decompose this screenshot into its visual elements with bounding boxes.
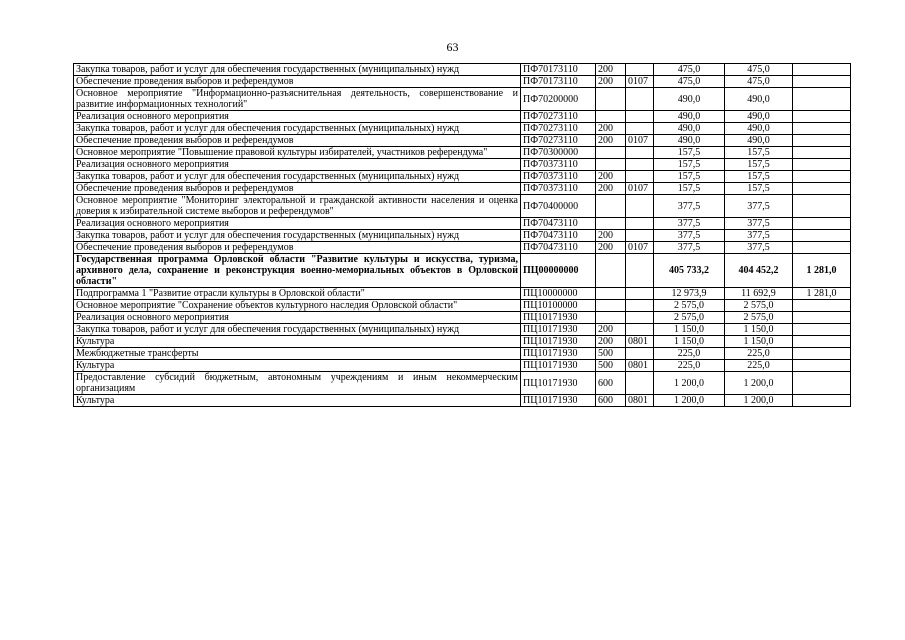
row-amount-cell: 490,0: [725, 111, 793, 123]
row-section-cell: [626, 324, 654, 336]
row-name-cell: Культура: [74, 360, 521, 372]
row-total-cell: 157,5: [654, 171, 725, 183]
row-extra-amount-cell: [793, 372, 851, 395]
budget-table-body: [74, 64, 851, 407]
row-name-cell: Обеспечение проведения выборов и референдумов: [74, 183, 521, 195]
row-amount-cell: 490,0: [725, 88, 793, 111]
row-code-cell: ПФ70273110: [521, 123, 596, 135]
row-section-cell: 0801: [626, 336, 654, 348]
row-name-cell: Обеспечение проведения выборов и референдумов: [74, 76, 521, 88]
row-expense-type-cell: [596, 88, 626, 111]
row-extra-amount-cell: [793, 336, 851, 348]
row-code-cell: ПФ70200000: [521, 88, 596, 111]
row-name-cell: Обеспечение проведения выборов и референдумов: [74, 242, 521, 254]
row-section-cell: [626, 123, 654, 135]
row-amount-cell: 377,5: [725, 218, 793, 230]
row-total-cell: 1 200,0: [654, 372, 725, 395]
row-code-cell: ПФ70173110: [521, 76, 596, 88]
table-row: [74, 312, 851, 324]
row-code-cell: ПЦ10171930: [521, 324, 596, 336]
row-amount-cell: 377,5: [725, 195, 793, 218]
table-row: [74, 336, 851, 348]
row-expense-type-cell: 200: [596, 242, 626, 254]
row-expense-type-cell: [596, 300, 626, 312]
row-extra-amount-cell: [793, 242, 851, 254]
row-code-cell: ПФ70473110: [521, 230, 596, 242]
row-extra-amount-cell: [793, 218, 851, 230]
row-code-cell: ПФ70373110: [521, 183, 596, 195]
row-name-cell: Закупка товаров, работ и услуг для обеспечения государственных (муниципальных) нужд: [74, 64, 521, 76]
table-row: [74, 183, 851, 195]
row-amount-cell: 11 692,9: [725, 288, 793, 300]
row-extra-amount-cell: [793, 88, 851, 111]
row-extra-amount-cell: [793, 395, 851, 407]
row-section-cell: [626, 171, 654, 183]
row-name-cell: Предоставление субсидий бюджетным, автономным учреждениям и иным некоммерческим организациям: [74, 372, 521, 395]
row-total-cell: 377,5: [654, 230, 725, 242]
row-amount-cell: 490,0: [725, 135, 793, 147]
table-row: [74, 360, 851, 372]
row-total-cell: 490,0: [654, 88, 725, 111]
row-name-cell: Реализация основного мероприятия: [74, 312, 521, 324]
table-row: [74, 254, 851, 288]
row-code-cell: ПЦ10100000: [521, 300, 596, 312]
row-extra-amount-cell: [793, 230, 851, 242]
row-section-cell: [626, 254, 654, 288]
row-name-cell: Подпрограмма 1 "Развитие отрасли культуры в Орловской области": [74, 288, 521, 300]
row-section-cell: [626, 312, 654, 324]
table-row: [74, 218, 851, 230]
row-expense-type-cell: [596, 111, 626, 123]
budget-table: [73, 63, 851, 407]
row-extra-amount-cell: [793, 171, 851, 183]
table-row: [74, 348, 851, 360]
row-name-cell: Закупка товаров, работ и услуг для обеспечения государственных (муниципальных) нужд: [74, 123, 521, 135]
row-expense-type-cell: [596, 195, 626, 218]
row-amount-cell: 1 150,0: [725, 324, 793, 336]
row-amount-cell: 475,0: [725, 76, 793, 88]
row-expense-type-cell: 200: [596, 123, 626, 135]
row-total-cell: 490,0: [654, 111, 725, 123]
row-section-cell: [626, 300, 654, 312]
row-extra-amount-cell: 1 281,0: [793, 288, 851, 300]
table-row: [74, 64, 851, 76]
row-extra-amount-cell: [793, 312, 851, 324]
row-total-cell: 1 150,0: [654, 324, 725, 336]
row-section-cell: [626, 195, 654, 218]
row-extra-amount-cell: [793, 159, 851, 171]
row-name-cell: Реализация основного мероприятия: [74, 159, 521, 171]
row-name-cell: Основное мероприятие "Повышение правовой культуры избирателей, участников референдума": [74, 147, 521, 159]
row-name-cell: Закупка товаров, работ и услуг для обеспечения государственных (муниципальных) нужд: [74, 171, 521, 183]
row-amount-cell: 157,5: [725, 147, 793, 159]
row-amount-cell: 404 452,2: [725, 254, 793, 288]
row-code-cell: ПЦ10171930: [521, 395, 596, 407]
row-amount-cell: 377,5: [725, 230, 793, 242]
row-code-cell: ПЦ10171930: [521, 312, 596, 324]
row-section-cell: [626, 288, 654, 300]
row-amount-cell: 225,0: [725, 348, 793, 360]
row-expense-type-cell: 500: [596, 348, 626, 360]
row-name-cell: Основное мероприятие "Информационно-разъяснительная деятельность, совершенствование и развитие информационных технологий": [74, 88, 521, 111]
row-section-cell: [626, 218, 654, 230]
row-section-cell: 0107: [626, 242, 654, 254]
row-total-cell: 157,5: [654, 183, 725, 195]
row-expense-type-cell: 200: [596, 336, 626, 348]
row-expense-type-cell: [596, 218, 626, 230]
row-code-cell: ПЦ10171930: [521, 336, 596, 348]
row-section-cell: [626, 147, 654, 159]
row-total-cell: 377,5: [654, 218, 725, 230]
row-extra-amount-cell: [793, 76, 851, 88]
row-code-cell: ПЦ10171930: [521, 348, 596, 360]
row-extra-amount-cell: [793, 195, 851, 218]
table-row: [74, 171, 851, 183]
table-row: [74, 88, 851, 111]
row-total-cell: 490,0: [654, 123, 725, 135]
row-total-cell: 377,5: [654, 195, 725, 218]
table-row: [74, 324, 851, 336]
row-code-cell: ПЦ10171930: [521, 372, 596, 395]
row-code-cell: ПФ70300000: [521, 147, 596, 159]
table-row: [74, 111, 851, 123]
row-expense-type-cell: 200: [596, 324, 626, 336]
table-row: [74, 288, 851, 300]
row-code-cell: ПЦ00000000: [521, 254, 596, 288]
row-amount-cell: 157,5: [725, 171, 793, 183]
row-total-cell: 1 200,0: [654, 395, 725, 407]
row-expense-type-cell: [596, 147, 626, 159]
row-amount-cell: 377,5: [725, 242, 793, 254]
row-section-cell: 0107: [626, 183, 654, 195]
row-section-cell: [626, 348, 654, 360]
row-total-cell: 225,0: [654, 348, 725, 360]
row-extra-amount-cell: [793, 111, 851, 123]
row-expense-type-cell: 600: [596, 395, 626, 407]
row-section-cell: [626, 230, 654, 242]
table-row: [74, 147, 851, 159]
row-code-cell: ПФ70473110: [521, 242, 596, 254]
row-name-cell: Обеспечение проведения выборов и референдумов: [74, 135, 521, 147]
row-extra-amount-cell: [793, 360, 851, 372]
row-name-cell: Реализация основного мероприятия: [74, 218, 521, 230]
row-extra-amount-cell: [793, 348, 851, 360]
table-row: [74, 159, 851, 171]
row-expense-type-cell: [596, 159, 626, 171]
table-row: [74, 76, 851, 88]
table-row: [74, 195, 851, 218]
row-total-cell: 475,0: [654, 64, 725, 76]
row-section-cell: [626, 111, 654, 123]
row-extra-amount-cell: [793, 324, 851, 336]
row-name-cell: Основное мероприятие "Мониторинг электоральной и гражданской активности населения и оценка доверия к избирательной системе выборов и референдумов": [74, 195, 521, 218]
row-amount-cell: 157,5: [725, 159, 793, 171]
row-expense-type-cell: [596, 312, 626, 324]
row-amount-cell: 1 200,0: [725, 395, 793, 407]
row-total-cell: 1 150,0: [654, 336, 725, 348]
row-total-cell: 157,5: [654, 147, 725, 159]
row-extra-amount-cell: [793, 135, 851, 147]
row-expense-type-cell: 200: [596, 230, 626, 242]
row-name-cell: Межбюджетные трансферты: [74, 348, 521, 360]
row-amount-cell: 1 200,0: [725, 372, 793, 395]
row-code-cell: ПФ70400000: [521, 195, 596, 218]
row-total-cell: 2 575,0: [654, 312, 725, 324]
row-total-cell: 377,5: [654, 242, 725, 254]
row-section-cell: [626, 64, 654, 76]
row-code-cell: ПФ70173110: [521, 64, 596, 76]
table-row: [74, 242, 851, 254]
row-code-cell: ПФ70473110: [521, 218, 596, 230]
row-extra-amount-cell: [793, 64, 851, 76]
row-expense-type-cell: 200: [596, 135, 626, 147]
row-total-cell: 157,5: [654, 159, 725, 171]
table-row: [74, 372, 851, 395]
row-extra-amount-cell: [793, 183, 851, 195]
row-section-cell: 0107: [626, 76, 654, 88]
row-expense-type-cell: 200: [596, 64, 626, 76]
row-extra-amount-cell: 1 281,0: [793, 254, 851, 288]
row-expense-type-cell: 200: [596, 183, 626, 195]
row-expense-type-cell: 600: [596, 372, 626, 395]
row-total-cell: 12 973,9: [654, 288, 725, 300]
row-name-cell: Культура: [74, 395, 521, 407]
row-section-cell: 0801: [626, 395, 654, 407]
row-code-cell: ПФ70373110: [521, 171, 596, 183]
row-total-cell: 405 733,2: [654, 254, 725, 288]
row-amount-cell: 1 150,0: [725, 336, 793, 348]
row-total-cell: 225,0: [654, 360, 725, 372]
row-amount-cell: 2 575,0: [725, 312, 793, 324]
row-code-cell: ПФ70273110: [521, 111, 596, 123]
table-row: [74, 135, 851, 147]
table-row: [74, 300, 851, 312]
table-row: [74, 123, 851, 135]
row-extra-amount-cell: [793, 300, 851, 312]
table-row: [74, 395, 851, 407]
row-code-cell: ПЦ10171930: [521, 360, 596, 372]
row-section-cell: 0801: [626, 360, 654, 372]
row-extra-amount-cell: [793, 123, 851, 135]
row-expense-type-cell: 200: [596, 171, 626, 183]
table-row: [74, 230, 851, 242]
row-section-cell: [626, 88, 654, 111]
row-total-cell: 490,0: [654, 135, 725, 147]
row-amount-cell: 490,0: [725, 123, 793, 135]
row-amount-cell: 2 575,0: [725, 300, 793, 312]
row-name-cell: Основное мероприятие "Сохранение объектов культурного наследия Орловской области": [74, 300, 521, 312]
row-section-cell: 0107: [626, 135, 654, 147]
page-number: 63: [446, 40, 459, 54]
row-extra-amount-cell: [793, 147, 851, 159]
row-name-cell: Государственная программа Орловской области "Развитие культуры и искусства, туризма, архивного дела, сохранение и реконструкция военно-мемориальных объектов в Орловской области": [74, 254, 521, 288]
row-code-cell: ПФ70373110: [521, 159, 596, 171]
row-expense-type-cell: 500: [596, 360, 626, 372]
row-name-cell: Культура: [74, 336, 521, 348]
row-expense-type-cell: [596, 254, 626, 288]
row-section-cell: [626, 372, 654, 395]
row-total-cell: 475,0: [654, 76, 725, 88]
row-name-cell: Реализация основного мероприятия: [74, 111, 521, 123]
row-total-cell: 2 575,0: [654, 300, 725, 312]
row-section-cell: [626, 159, 654, 171]
row-name-cell: Закупка товаров, работ и услуг для обеспечения государственных (муниципальных) нужд: [74, 230, 521, 242]
row-amount-cell: 157,5: [725, 183, 793, 195]
row-amount-cell: 475,0: [725, 64, 793, 76]
row-amount-cell: 225,0: [725, 360, 793, 372]
row-name-cell: Закупка товаров, работ и услуг для обеспечения государственных (муниципальных) нужд: [74, 324, 521, 336]
row-expense-type-cell: 200: [596, 76, 626, 88]
row-code-cell: ПФ70273110: [521, 135, 596, 147]
row-expense-type-cell: [596, 288, 626, 300]
row-code-cell: ПЦ10000000: [521, 288, 596, 300]
